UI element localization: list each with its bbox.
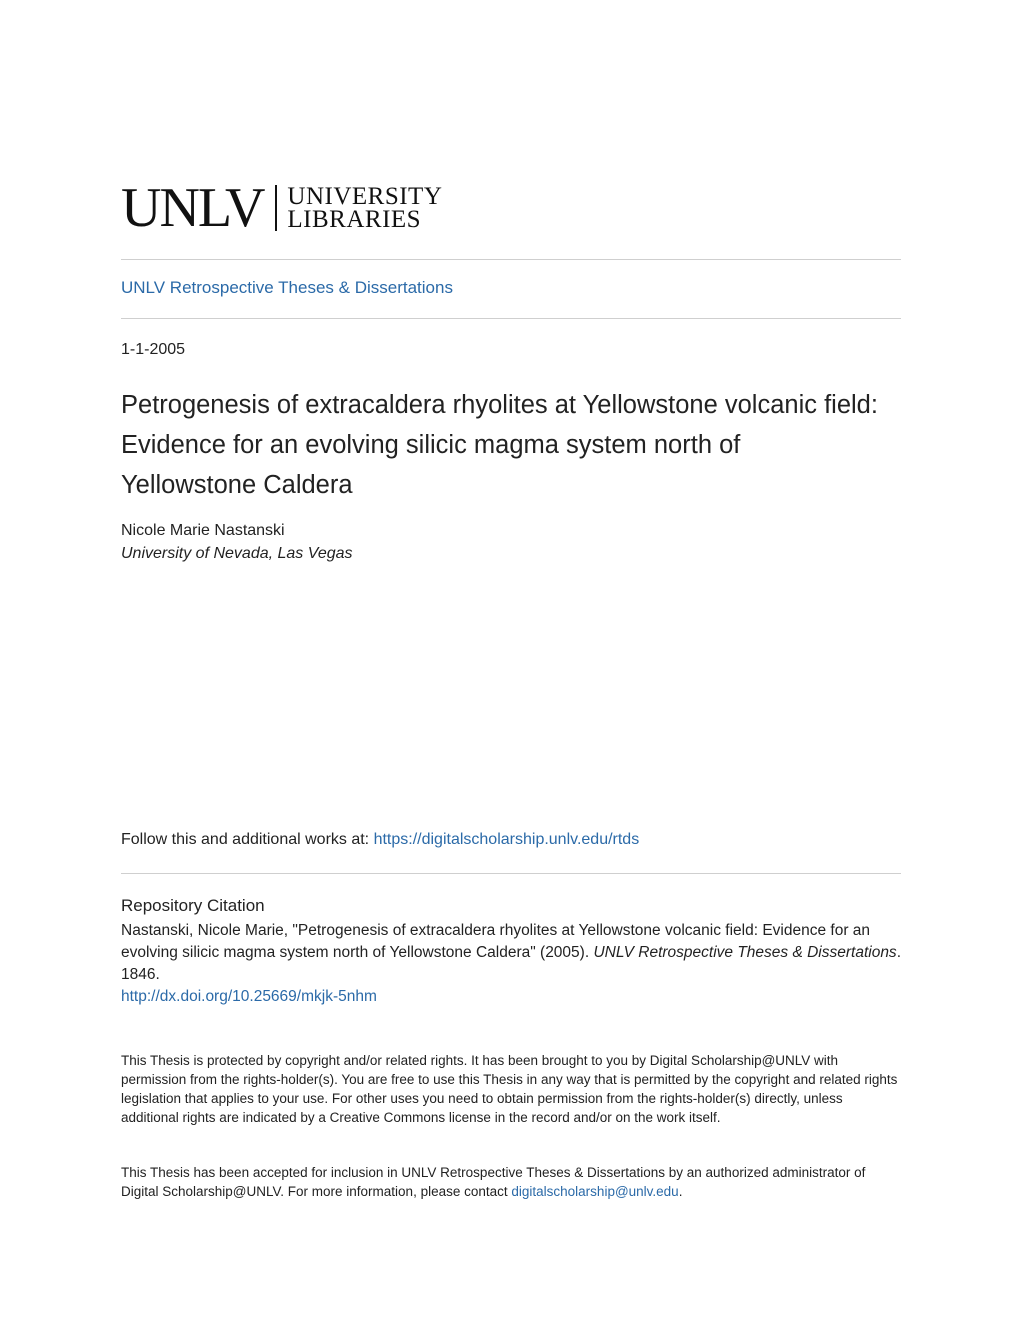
citation-body: Nastanski, Nicole Marie, "Petrogenesis of extracaldera rhyolites at Yellowstone volcanic field: Evidence for an evolving silicic magma system north of Yellowstone Caldera" (2005). [121, 922, 871, 961]
divider-citation [121, 873, 901, 874]
doi-link[interactable]: http://dx.doi.org/10.25669/mkjk-5nhm [121, 988, 377, 1005]
logo-divider [275, 185, 277, 231]
unlv-libraries-logo[interactable] [121, 177, 443, 239]
series-link[interactable]: UNLV Retrospective Theses & Dissertations [121, 278, 453, 297]
logo-wordmark: UNLV [121, 177, 264, 239]
author-affiliation: University of Nevada, Las Vegas [121, 545, 353, 562]
citation-number: . 1846. [121, 944, 901, 983]
logo-subtitle-line1: UNIVERSITY [287, 183, 443, 210]
citation-series: UNLV Retrospective Theses & Dissertations [593, 944, 897, 961]
follow-prefix: Follow this and additional works at: [121, 831, 374, 848]
follow-line [121, 831, 639, 849]
citation-text [121, 920, 901, 1008]
contact-text: This Thesis has been accepted for inclusion in UNLV Retrospective Theses & Dissertations by an authorized administrator of Digital Scholarship@UNLV. For more information, please contact [121, 1165, 866, 1199]
collection-link[interactable]: https://digitalscholarship.unlv.edu/rtds [373, 831, 640, 848]
contact-statement [121, 1163, 901, 1201]
contact-end: . [678, 1184, 683, 1199]
document-title: Petrogenesis of extracaldera rhyolites at Yellowstone volcanic field: Evidence for an evolving silicic magma system north of Yellowstone Caldera [121, 391, 878, 499]
divider-series [121, 318, 901, 319]
logo-subtitle-line2: LIBRARIES [287, 206, 422, 233]
rights-statement: This Thesis is protected by copyright and/or related rights. It has been brought to you by Digital Scholarship@UNLV with permission from the rights-holder(s). You are free to use this Thesis in any way that is permitted by the copyright and related rights legislation that applies to your use. For other uses you need to obtain permission from the rights-holder(s) directly, unless additional rights are indicated by a Creative Commons license in the record and/or on the work itself. [121, 1053, 898, 1125]
divider-top [121, 259, 901, 260]
logo-subtitle [287, 185, 442, 231]
publication-date: 1-1-2005 [121, 341, 186, 358]
contact-email-link[interactable]: digitalscholarship@unlv.edu [511, 1184, 679, 1199]
author-name: Nicole Marie Nastanski [121, 522, 285, 539]
citation-heading: Repository Citation [121, 896, 265, 915]
